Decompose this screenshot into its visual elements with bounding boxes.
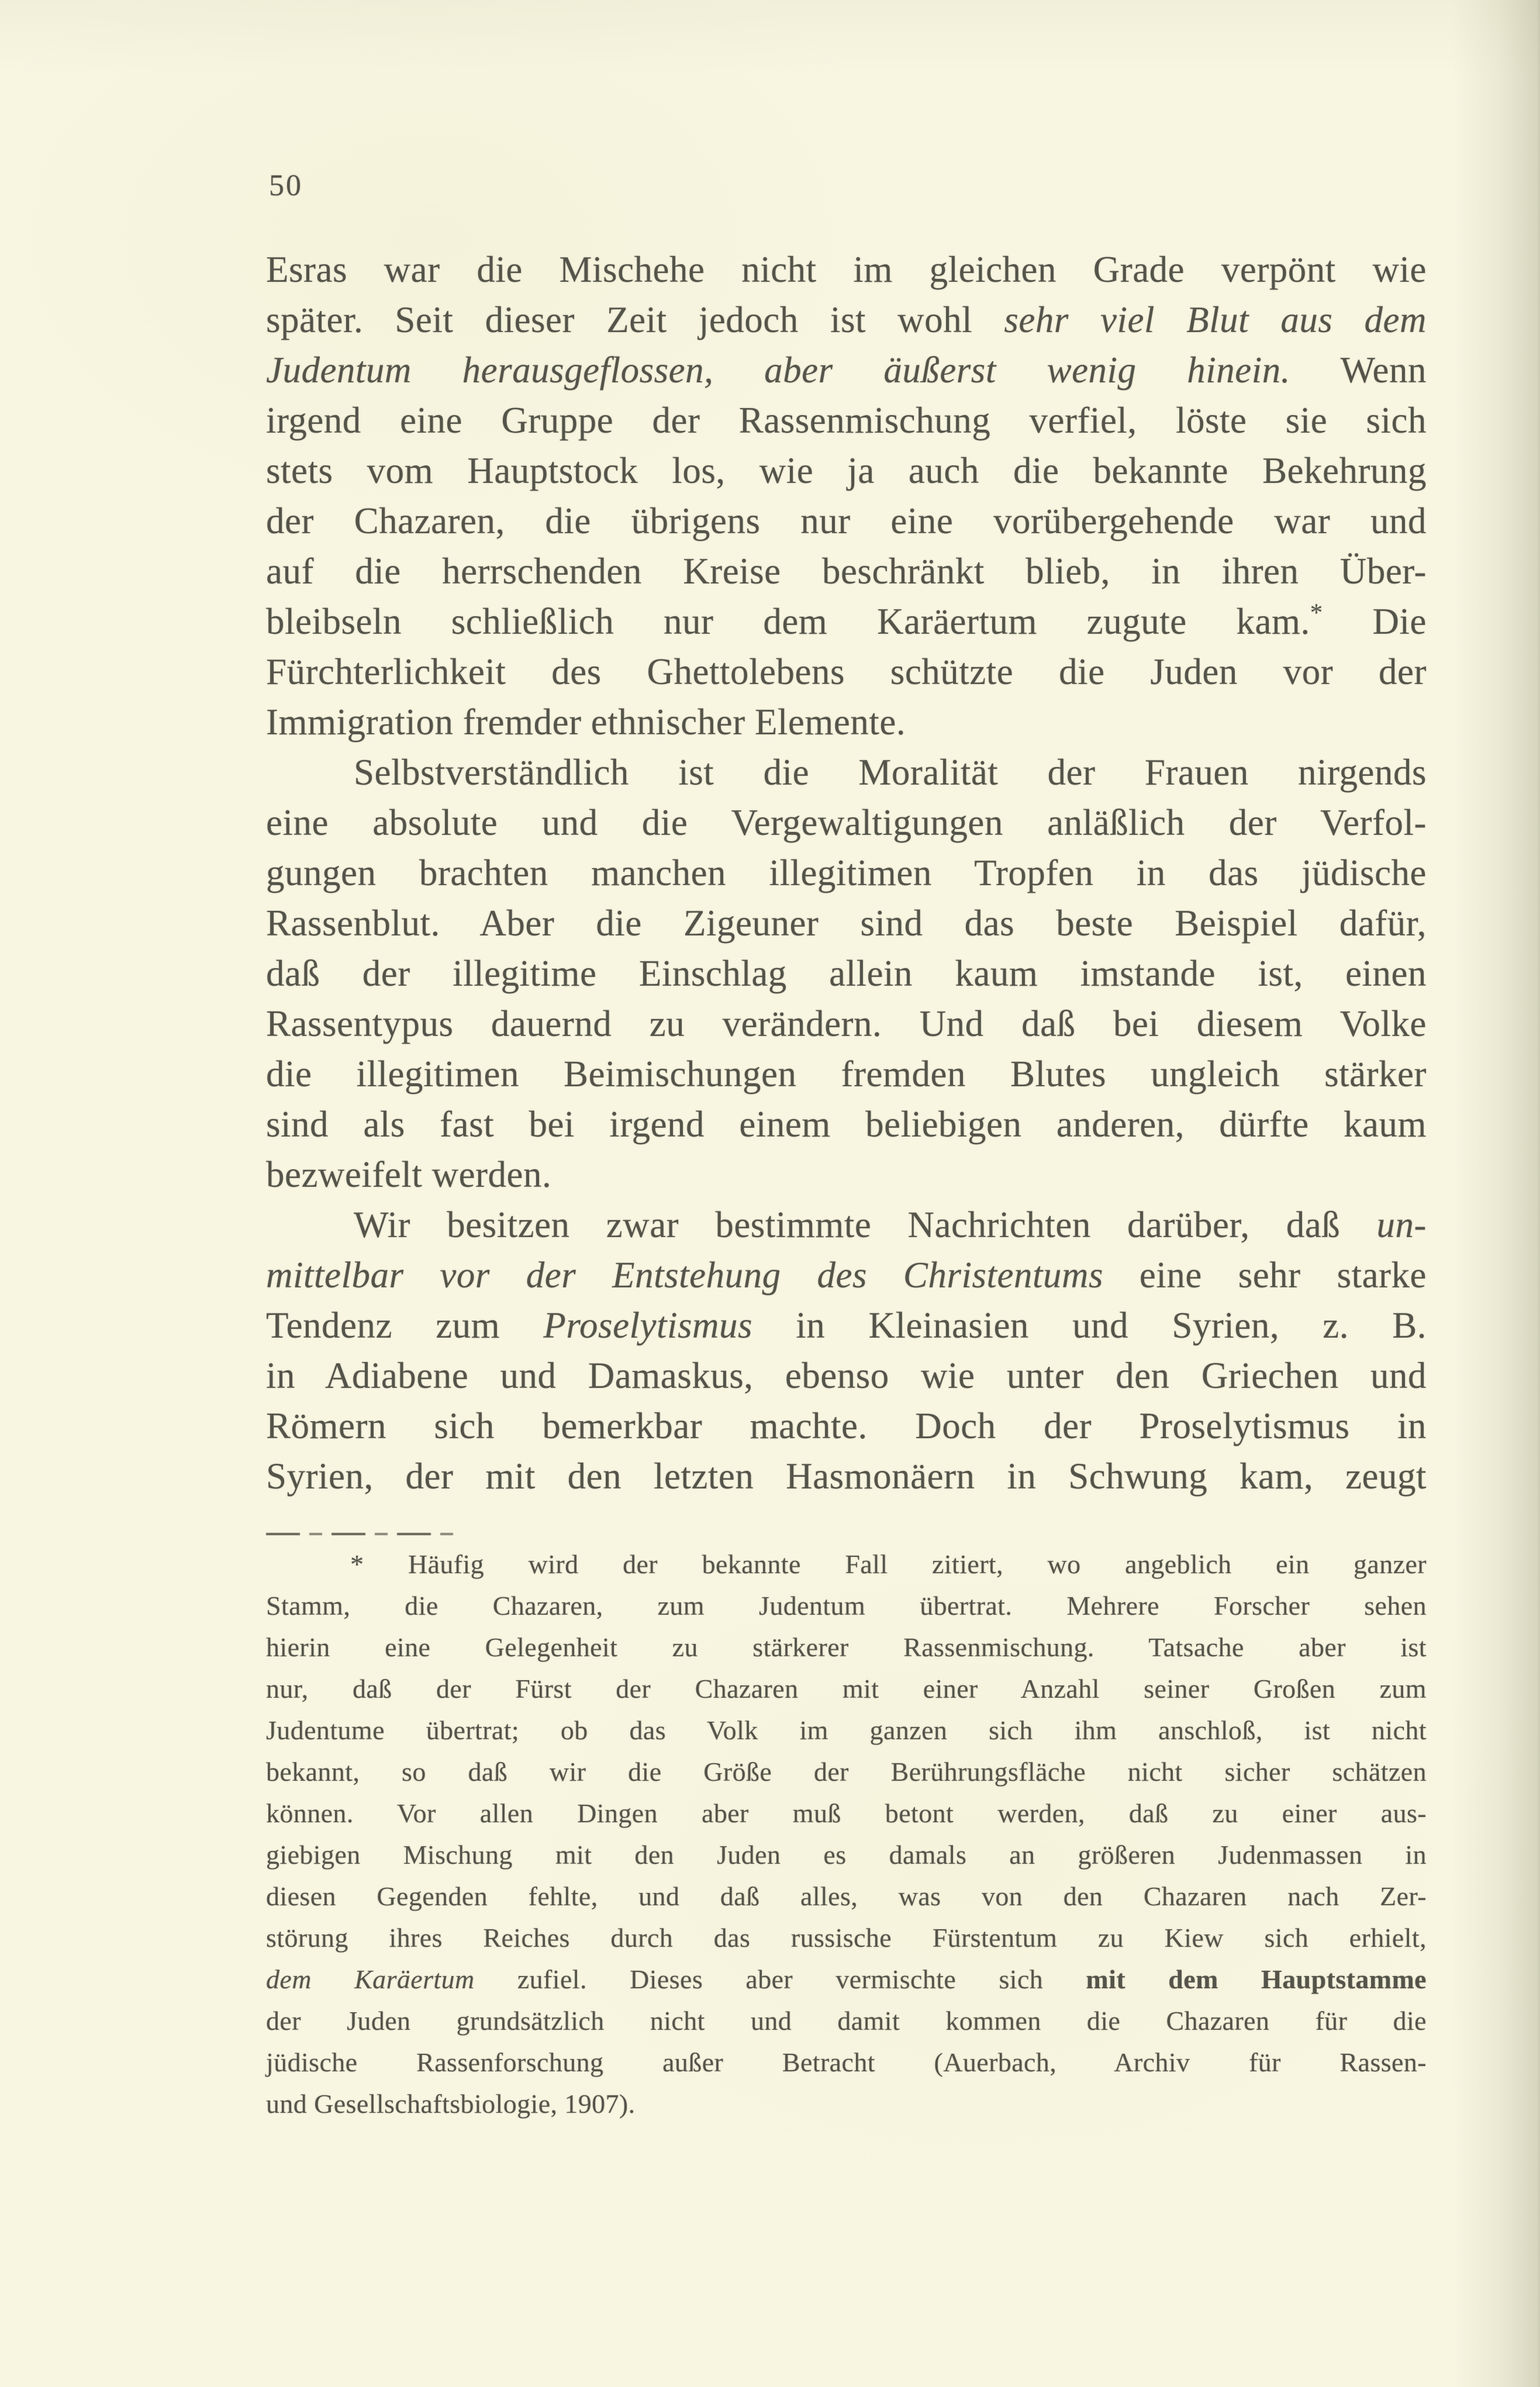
text-segment: eine sehr starke (1103, 1255, 1427, 1296)
text-segment: bezweifelt werden. (266, 1154, 552, 1195)
text-line (266, 1300, 1427, 1350)
text-line (266, 848, 1427, 898)
text-segment: irgend eine Gruppe der Rassenmischung verfiel, löste sie sich (266, 400, 1427, 441)
text-line (266, 697, 1427, 747)
text-line (266, 797, 1427, 848)
text-line (266, 345, 1427, 395)
text-line (266, 948, 1427, 999)
text-line (266, 898, 1427, 948)
footnote-marker: * (1310, 599, 1323, 627)
footnote-separator (266, 1533, 462, 1535)
text-line (266, 546, 1427, 596)
text-line (266, 2041, 1427, 2083)
text-segment: daß der illegitime Einschlag allein kaum imstande ist, einen (266, 953, 1427, 994)
text-line (266, 1958, 1427, 2000)
text-line (266, 395, 1427, 445)
text-segment: bekannt, so daß wir die Größe der Berührungsfläche nicht sicher schätzen (266, 1757, 1427, 1787)
text-segment: eine absolute und die Vergewaltigungen anläßlich der Verfol- (266, 802, 1427, 843)
text-segment: mit dem Hauptstamme (1086, 1964, 1427, 1994)
footnote-text (266, 1543, 1427, 2125)
text-line (266, 596, 1427, 647)
text-segment: können. Vor allen Dingen aber muß betont werden, daß zu einer aus- (266, 1798, 1427, 1828)
text-segment: und Gesellschaftsbiologie, 1907). (266, 2089, 636, 2119)
text-line (266, 747, 1427, 797)
text-line (266, 1350, 1427, 1401)
body-text (266, 244, 1427, 1501)
italic-text-segment: dem Karäertum (266, 1964, 475, 1994)
text-line (266, 1149, 1427, 1200)
text-segment: in Kleinasien und Syrien, z. B. (752, 1305, 1427, 1346)
text-line (266, 647, 1427, 697)
text-line (266, 1451, 1427, 1501)
text-segment: der Juden grundsätzlich nicht und damit kommen die Chazaren für die (266, 2006, 1427, 2036)
text-segment: Esras war die Mischehe nicht im gleichen Grade verpönt wie (266, 249, 1427, 290)
text-line (266, 1668, 1427, 1709)
text-segment: Stamm, die Chazaren, zum Judentum übertrat. Mehrere Forscher sehen (266, 1591, 1427, 1621)
italic-text-segment: un- (1376, 1204, 1427, 1245)
text-segment: zufiel. Dieses aber vermischte sich (474, 1964, 1086, 1994)
text-line (266, 1917, 1427, 1958)
text-line (266, 1834, 1427, 1875)
text-segment: jüdische Rassenforschung außer Betracht (Auerbach, Archiv für Rassen- (266, 2047, 1427, 2077)
text-line (266, 295, 1427, 345)
text-line (266, 999, 1427, 1049)
text-line (266, 1875, 1427, 1917)
text-line (266, 1709, 1427, 1751)
text-segment: stets vom Hauptstock los, wie ja auch die bekannte Bekehrung (266, 450, 1427, 491)
text-line (266, 1792, 1427, 1834)
text-segment: auf die herrschenden Kreise beschränkt blieb, in ihren Über- (266, 551, 1427, 592)
text-segment: Römern sich bemerkbar machte. Doch der Proselytismus in (266, 1405, 1427, 1446)
text-line (266, 1751, 1427, 1792)
text-line (266, 2000, 1427, 2041)
text-segment: hierin eine Gelegenheit zu stärkerer Rassenmischung. Tatsache aber ist (266, 1632, 1427, 1662)
scan-shading-top (0, 0, 1540, 76)
text-line (266, 1200, 1427, 1250)
text-segment: Fürchterlichkeit des Ghettolebens schützte die Juden vor der (266, 651, 1427, 692)
text-segment: nur, daß der Fürst der Chazaren mit einer Anzahl seiner Großen zum (266, 1674, 1427, 1704)
text-segment: diesen Gegenden fehlte, und daß alles, was von den Chazaren nach Zer- (266, 1881, 1427, 1911)
text-line (266, 1250, 1427, 1300)
text-segment: Immigration fremder ethnischer Elemente. (266, 702, 906, 742)
italic-text-segment: mittelbar vor der Entstehung des Christentums (266, 1255, 1103, 1296)
text-segment: gungen brachten manchen illegitimen Tropfen in das jüdische (266, 852, 1427, 893)
page-number: 50 (269, 169, 303, 202)
text-line (266, 1401, 1427, 1451)
text-line (266, 1099, 1427, 1149)
text-line (266, 1585, 1427, 1626)
text-segment: der Chazaren, die übrigens nur eine vorübergehende war und (266, 500, 1427, 541)
text-line (266, 496, 1427, 546)
text-segment: Judentume übertrat; ob das Volk im ganzen sich ihm anschloß, ist nicht (266, 1715, 1427, 1745)
text-segment: Tendenz zum (266, 1305, 544, 1346)
text-segment: Die (1323, 601, 1427, 642)
italic-text-segment: Proselytismus (543, 1305, 753, 1346)
text-line (266, 445, 1427, 496)
text-segment: bleibseln schließlich nur dem Karäertum zugute kam. (266, 601, 1310, 642)
text-line (266, 244, 1427, 295)
text-line (266, 1626, 1427, 1668)
text-line (266, 1543, 1427, 1585)
text-segment: Wenn (1290, 350, 1427, 391)
text-segment: in Adiabene und Damaskus, ebenso wie unter den Griechen und (266, 1355, 1427, 1396)
scan-shading-right-edge (1452, 0, 1540, 2387)
italic-text-segment: sehr viel Blut aus dem (1004, 299, 1427, 340)
text-segment: später. Seit dieser Zeit jedoch ist wohl (266, 299, 1004, 340)
text-segment: Wir besitzen zwar bestimmte Nachrichten darüber, daß (354, 1204, 1377, 1245)
text-segment: Rassenblut. Aber die Zigeuner sind das beste Beispiel dafür, (266, 903, 1427, 944)
text-line (266, 1049, 1427, 1099)
text-line (266, 2083, 1427, 2125)
text-segment: Syrien, der mit den letzten Hasmonäern in Schwung kam, zeugt (266, 1456, 1427, 1497)
text-segment: störung ihres Reiches durch das russische Fürstentum zu Kiew sich erhielt, (266, 1923, 1427, 1953)
text-segment: Selbstverständlich ist die Moralität der Frauen nirgends (354, 752, 1427, 793)
text-segment: sind als fast bei irgend einem beliebigen anderen, dürfte kaum (266, 1104, 1427, 1145)
italic-text-segment: Judentum herausgeflossen, aber äußerst wenig hinein. (266, 350, 1291, 391)
text-segment: die illegitimen Beimischungen fremden Blutes ungleich stärker (266, 1053, 1427, 1094)
text-segment: Rassentypus dauernd zu verändern. Und daß bei diesem Volke (266, 1003, 1427, 1044)
text-segment: * Häufig wird der bekannte Fall zitiert, wo angeblich ein ganzer (350, 1549, 1427, 1579)
text-segment: giebigen Mischung mit den Juden es damals an größeren Judenmassen in (266, 1840, 1427, 1870)
